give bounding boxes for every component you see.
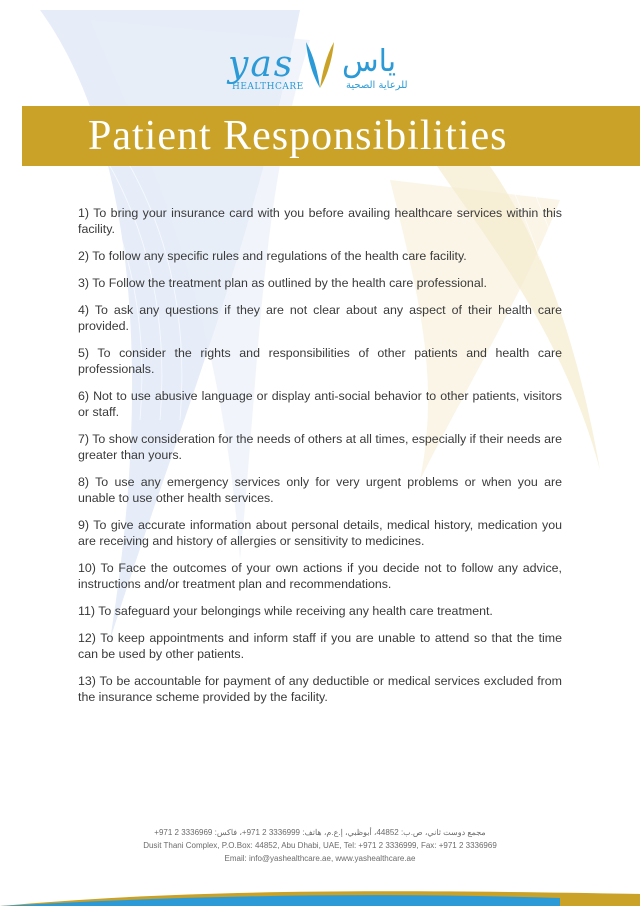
list-item: 7) To show consideration for the needs of others at all times, especially if their needs are greater than yours. (78, 432, 562, 462)
bottom-wave (0, 886, 640, 906)
list-item: 11) To safeguard your belongings while receiving any health care treatment. (78, 604, 493, 618)
leaf-logo-icon (302, 38, 338, 90)
footer-email: Email: info@yashealthcare.ae, www.yashealthcare.ae (224, 854, 416, 863)
logo-name-en: yas (228, 44, 295, 85)
logo-subtitle-en: HEALTHCARE (232, 82, 304, 92)
list-item: 4) To ask any questions if they are not clear about any aspect of their health care provided. (78, 303, 562, 333)
list-item: 5) To consider the rights and responsibilities of other patients and health care professionals. (78, 346, 562, 376)
list-item: 10) To Face the outcomes of your own actions if you decide not to follow any advice, instructions and/or treatment plan and recommendations. (78, 561, 562, 591)
page-title: Patient Responsibilities (88, 113, 508, 159)
list-item: 12) To keep appointments and inform staff if you are unable to attend so that the time can be used by other patients. (78, 631, 562, 661)
brand-logo (0, 30, 640, 100)
list-item: 1) To bring your insurance card with you before availing healthcare services within this facility. (78, 206, 562, 236)
list-item: 8) To use any emergency services only for very urgent problems or when you are unable to use other health services. (78, 475, 562, 505)
list-item: 6) Not to use abusive language or display anti-social behavior to other patients, visitors or staff. (78, 389, 562, 419)
footer-contact (0, 826, 640, 865)
responsibilities-list (78, 205, 562, 716)
list-item: 2) To follow any specific rules and regulations of the health care facility. (78, 249, 467, 263)
logo-name-ar: ياس (342, 44, 397, 79)
logo-subtitle-ar: للرعاية الصحية (346, 80, 408, 91)
list-item: 13) To be accountable for payment of any deductible or medical services excluded from the insurance scheme provided by the facility. (78, 674, 562, 704)
list-item: 3) To Follow the treatment plan as outlined by the health care professional. (78, 276, 487, 290)
footer-address-en: Dusit Thani Complex, P.O.Box: 44852, Abu Dhabi, UAE, Tel: +971 2 3336999, Fax: +971 2 3336969 (143, 841, 497, 850)
footer-address-ar: مجمع دوست ثاني، ص.ب: 44852، أبوظبي، إ.ع.م، هاتف: 3336999 2 971+، فاكس: 3336969 2 971+ (154, 828, 486, 837)
list-item: 9) To give accurate information about personal details, medical history, medication you are receiving and history of allergies or sensitivity to medicines. (78, 518, 562, 548)
